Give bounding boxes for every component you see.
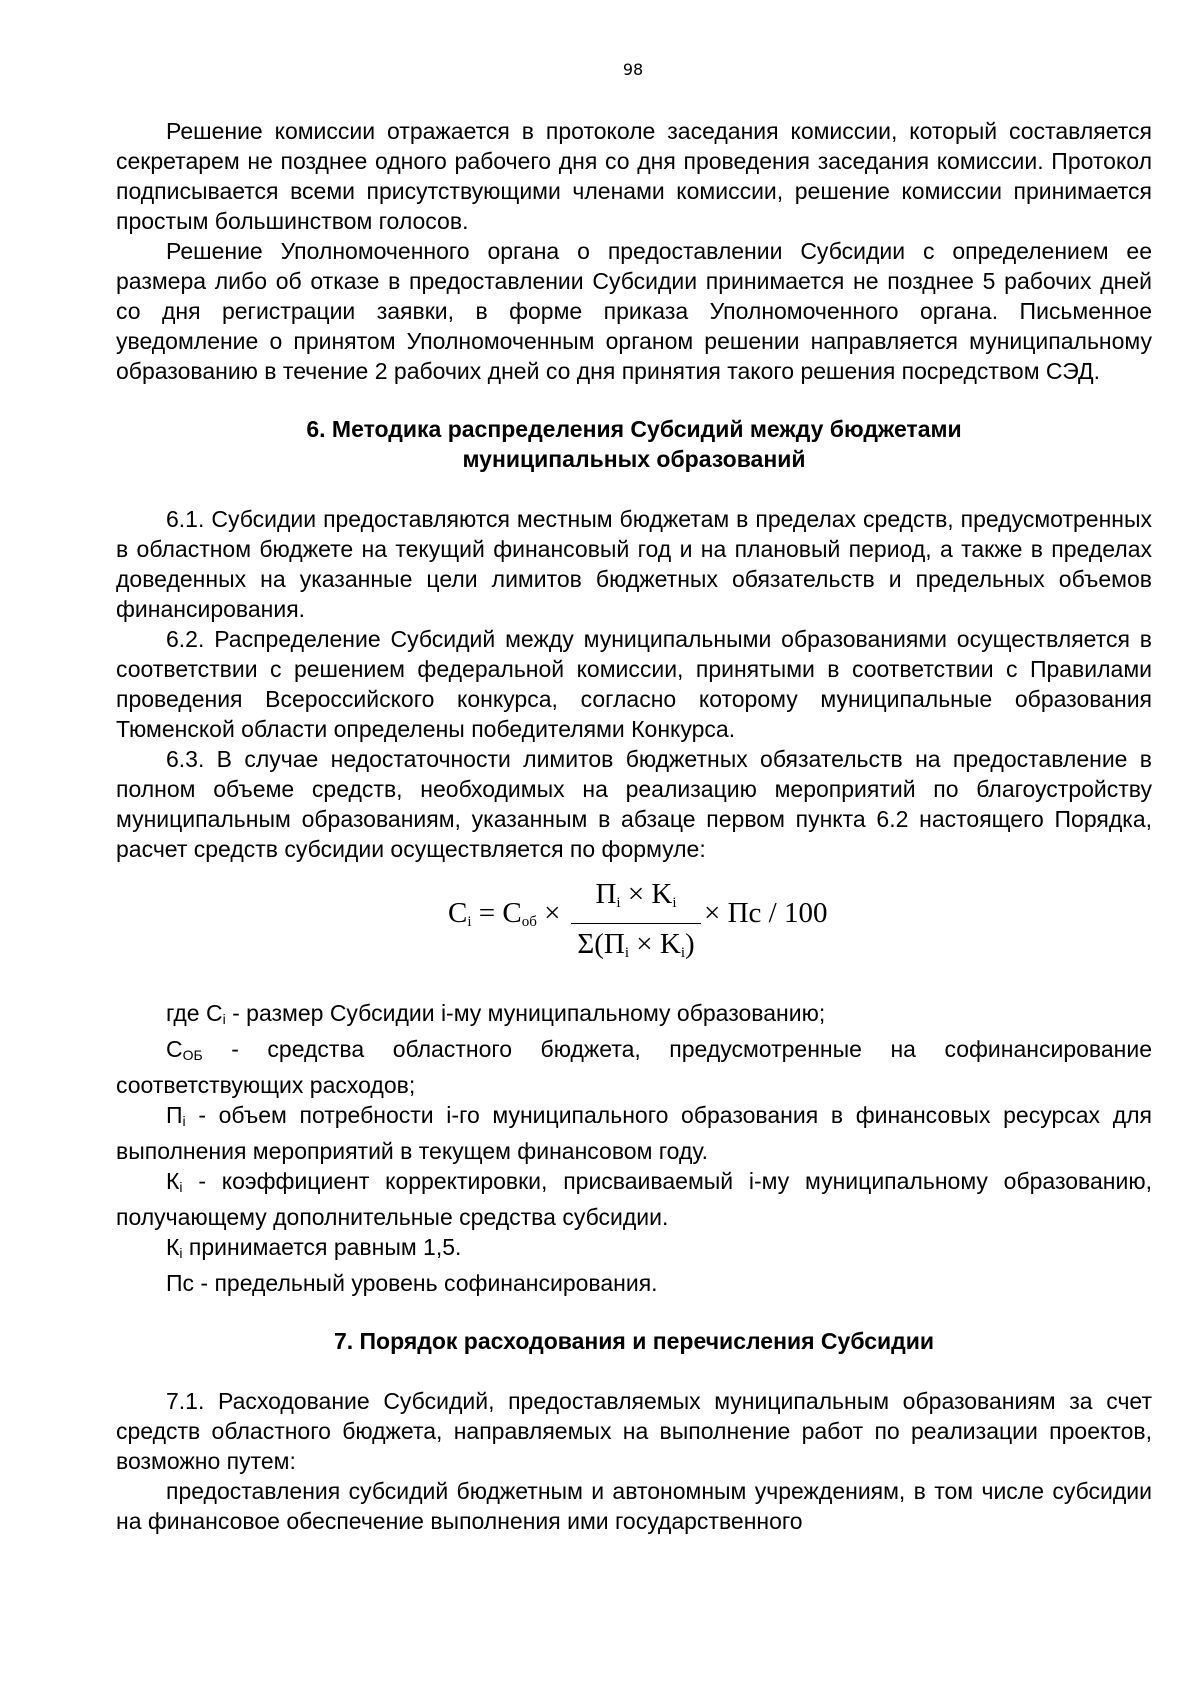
paragraph-6-2: 6.2. Распределение Субсидий между муниципальными образованиями осуществляется в соответствии с решением федеральной комиссии, принятыми в соответствии с Правилами проведения Всероссийского конкурса, согласно которому муниципальные образования Тюменской области определены победителями Конкурса. [116,626,1152,742]
definition-ki-value: $К_i$ принимается равным 1,5. [166,1234,462,1261]
section-7-title: 7. Порядок расходования и перечисления Субсидии [333,1328,935,1354]
definition-cob: $С_{ОБ}$ - средства областного бюджета, предусмотренные на софинансирование соответствующих расходов; [116,1036,1152,1098]
section-6-title-line-2: муниципальных образований [462,446,806,472]
paragraph-authority-decision: Решение Уполномоченного органа о предоставлении Субсидии с определением ее размера либо об отказе в предоставлении Субсидии принимается не позднее 5 рабочих дней со дня регистрации заявки, в форме приказа Уполномоченного органа. Письменное уведомление о принятом Уполномоченным органом решении направляется муниципальному образованию в течение 2 рабочих дней со дня принятия такого решения посредством СЭД. [116,238,1152,384]
definition-ki: $К_i$ - коэффициент корректировки, присваиваемый i-му муниципальному образованию, получающему дополнительные средства субсидии. [116,1168,1152,1230]
paragraph-6-1: 6.1. Субсидии предоставляются местным бюджетам в пределах средств, предусмотренных в областном бюджете на текущий финансовый год и на плановый период, а также в пределах доведенных на указанные цели лимитов бюджетных обязательств и предельных объемов финансирования. [116,506,1152,622]
paragraph-6-3: 6.3. В случае недостаточности лимитов бюджетных обязательств на предоставление в полном объеме средств, необходимых на реализацию мероприятий по благоустройству муниципальным образованиям, указанным в абзаце первом пункта 6.2 настоящего Порядка, расчет средств субсидии осуществляется по формуле: [116,746,1152,862]
formula-denominator: $\Sigma(П_i \times K_i)$ [577,928,695,961]
subsidy-formula [116,876,1152,984]
paragraph-7-1: 7.1. Расходование Субсидий, предоставляемых муниципальным образованиям за счет средств областного бюджета, направляемых на выполнение работ по реализации проектов, возможно путем: [116,1388,1152,1474]
section-6-title-line-1: 6. Методика распределения Субсидий между бюджетами [306,416,962,442]
paragraph-commission-decision: Решение комиссии отражается в протоколе заседания комиссии, который составляется секретарем не позднее одного рабочего дня со дня проведения заседания комиссии. Протокол подписывается всеми присутствующими членами комиссии, решение комиссии принимается простым большинством голосов. [116,118,1152,234]
formula-numerator: $П_i \times K_i$ [595,878,677,911]
definition-pc: Пс - предельный уровень софинансирования. [166,1270,658,1296]
definition-ci: где $C_i$ - размер Субсидии i-му муниципальному образованию; [166,1000,826,1027]
formula-rhs: × Пс / 100 [704,897,828,929]
page-number: 98 [622,60,644,79]
document-body [116,116,1152,1536]
fraction-bar [571,923,701,924]
section-6-title [116,414,1152,474]
formula-fraction [571,876,701,971]
definition-pi: $П_i$ - объем потребности i-го муниципального образования в финансовых ресурсах для выполнения мероприятий в текущем финансовом году. [116,1102,1152,1164]
formula-lhs: $C_i = C_{об}$ × [448,897,561,930]
paragraph-7-1-a: предоставления субсидий бюджетным и автономным учреждениям, в том числе субсидии на финансовое обеспечение выполнения ими государственного [116,1478,1152,1534]
